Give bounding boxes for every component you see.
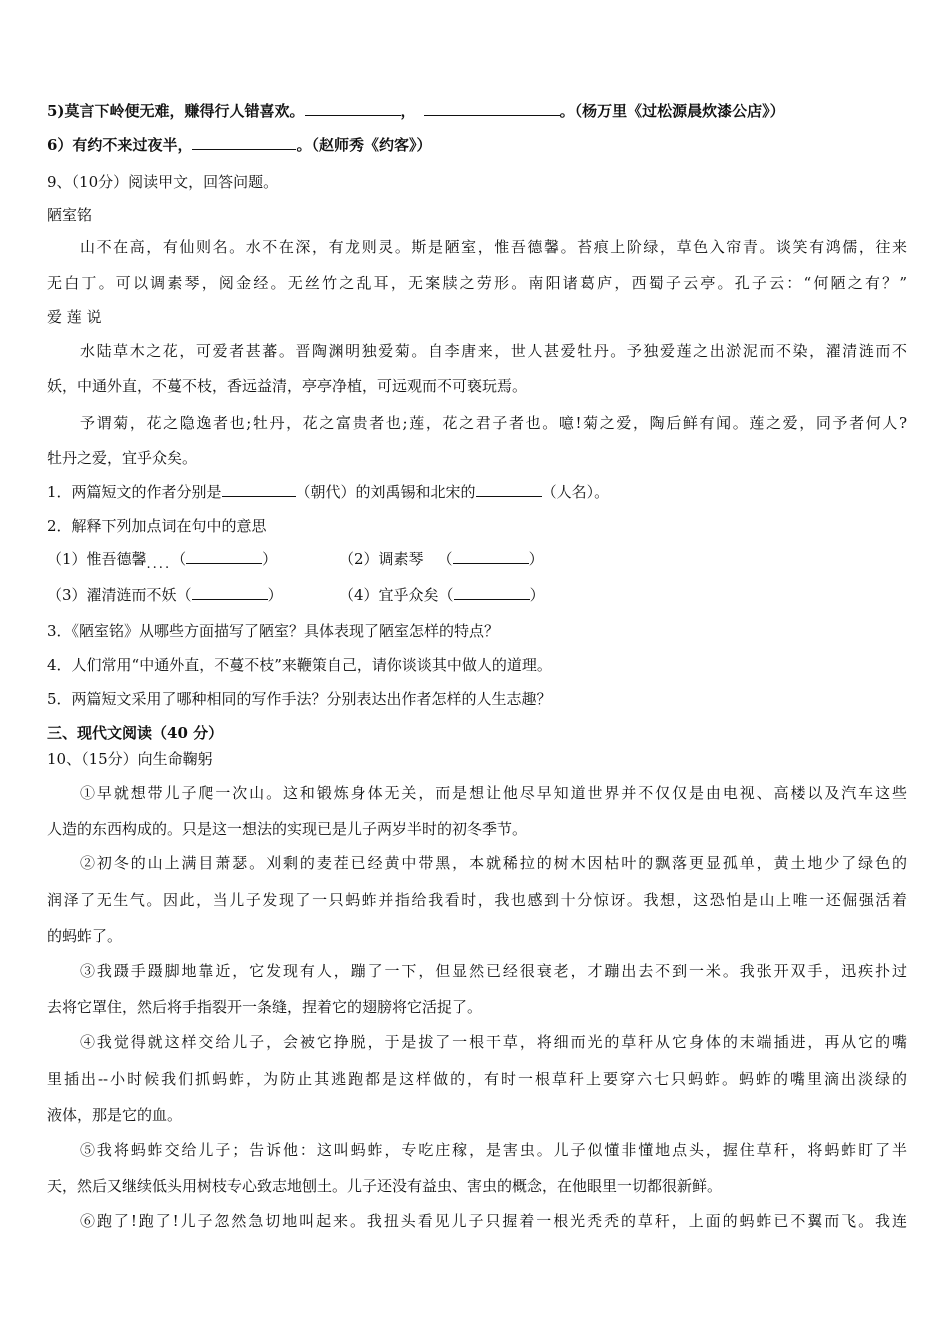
p5-line1: ⑤我将蚂蚱交给儿子；告诉他：这叫蚂蚱，专吃庄稼，是害虫。儿子似懂非懂地点头，握住草秆，将蚂蚱盯了半 (80, 1141, 907, 1159)
q9-text2-line3: 予谓菊，花之隐逸者也;牡丹，花之富贵者也;莲，花之君子者也。噫!菊之爱，陶后鲜有闻。莲之爱，同予者何人? (80, 414, 907, 432)
q9-heading: 9、（10分）阅读甲文，回答问题。 (47, 173, 279, 191)
sub2-item-1: （1）惟吾德馨....（ ） (47, 550, 278, 572)
p6-line1: ⑥跑了!跑了!儿子忽然急切地叫起来。我扭头看见儿子只握着一根光秃秃的草秆，上面的蚂蚱已不翼而飞。我连 (80, 1212, 907, 1230)
sub2-item-4: （4）宜乎众矣（ ） (339, 586, 545, 604)
q5-source: 。（杨万里《过松源晨炊漆公店》） (559, 102, 785, 120)
q9-text1-line1: 山不在高，有仙则名。水不在深，有龙则灵。斯是陋室，惟吾德馨。苔痕上阶绿，草色入帘青。谈笑有鸿儒，往来 (80, 238, 907, 256)
p5-line2: 天，然后又继续低头用树枝专心致志地刨土。儿子还没有益虫、害虫的概念，在他眼里一切都很新鲜。 (47, 1177, 723, 1195)
p2-line2: 润泽了无生气。因此，当儿子发现了一只蚂蚱并指给我看时，我也感到十分惊讶。我想，这恐怕是山上唯一还倔强活着 (47, 891, 907, 909)
q9-sub5: 5．两篇短文采用了哪种相同的写作手法？分别表达出作者怎样的人生志趣？ (47, 690, 552, 708)
sub2-item-3: （3）濯清涟而不妖（ ） (47, 586, 283, 604)
p4-line1: ④我觉得就这样交给儿子，会被它挣脱，于是拔了一根干草，将细而光的草秆从它身体的末端插进，再从它的嘴 (80, 1033, 907, 1051)
q10-heading: 10、（15分）向生命鞠躬 (47, 750, 213, 768)
section3-heading: 三、现代文阅读（40 分） (47, 724, 224, 742)
q5-comma: ， (400, 102, 416, 120)
q9-sub1: 1．两篇短文的作者分别是 （朝代）的刘禹锡和北宋的 （人名）。 (47, 483, 610, 501)
q9-text2-line4: 牡丹之爱，宜乎众矣。 (47, 449, 198, 467)
sub2-blank-4[interactable] (454, 585, 530, 600)
p1-line1: ①早就想带儿子爬一次山。这和锻炼身体无关，而是想让他尽早知道世界并不仅仅是由电视、高楼以及汽车这些 (80, 784, 907, 802)
q6-blank[interactable] (192, 135, 296, 150)
poetry-q6 (47, 135, 907, 155)
q5-blank-2[interactable] (424, 101, 560, 116)
sub2-blank-2[interactable] (453, 549, 529, 564)
sub1-blank-dynasty[interactable] (222, 482, 296, 497)
q9-text2-line1: 水陆草木之花，可爱者甚蕃。晋陶渊明独爱菊。自李唐来，世人甚爱牡丹。予独爱莲之出淤泥而不染，濯清涟而不 (80, 342, 907, 360)
q9-text1-line2: 无白丁。可以调素琴，阅金经。无丝竹之乱耳，无案牍之劳形。南阳诸葛庐，西蜀子云亭。孔子云：“何陋之有？” (47, 274, 907, 292)
q9-title-2: 爱 莲 说 (47, 308, 102, 326)
q5-text: 5)莫言下岭便无难，赚得行人错喜欢。 (47, 102, 305, 120)
poetry-q5 (47, 101, 907, 121)
q9-title-1: 陋室铭 (47, 206, 93, 224)
p3-line2: 去将它罩住，然后将手指裂开一条缝，捏着它的翅膀将它活捉了。 (47, 998, 483, 1016)
p4-line3: 液体，那是它的血。 (47, 1106, 183, 1124)
q6-source: 。（赵师秀《约客》） (296, 136, 432, 154)
q9-sub2: 2．解释下列加点词在句中的意思 (47, 517, 267, 535)
sub2-blank-1[interactable] (186, 549, 262, 564)
p2-line1: ②初冬的山上满目萧瑟。刈剩的麦茬已经黄中带黑，本就稀拉的树木因枯叶的飘落更显孤单，黄土地少了绿色的 (80, 854, 907, 872)
sub2-item-2: （2）调素琴 （ ） (339, 550, 544, 568)
q5-blank-1[interactable] (305, 101, 401, 116)
q9-sub4: 4．人们常用“中通外直，不蔓不枝”来鞭策自己，请你谈谈其中做人的道理。 (47, 656, 552, 674)
q6-text: 6）有约不来过夜半， (47, 136, 193, 154)
q9-sub2-row1 (47, 549, 907, 571)
p1-line2: 人造的东西构成的。只是这一想法的实现已是儿子两岁半时的初冬季节。 (47, 820, 528, 838)
p4-line2: 里插出--小时候我们抓蚂蚱，为防止其逃跑都是这样做的，有时一根草秆上要穿六七只蚂蚱。蚂蚱的嘴里滴出淡绿的 (47, 1070, 907, 1088)
q9-text2-line2: 妖，中通外直，不蔓不枝，香远益清，亭亭净植，可远观而不可亵玩焉。 (47, 377, 528, 395)
p3-line1: ③我蹑手蹑脚地靠近，它发现有人，蹦了一下，但显然已经很衰老，才蹦出去不到一米。我张开双手，迅疾扑过 (80, 962, 907, 980)
sub2-blank-3[interactable] (192, 585, 268, 600)
p2-line3: 的蚂蚱了。 (47, 927, 123, 945)
q9-sub2-row2 (47, 585, 907, 605)
q9-sub3: 3．《陋室铭》从哪些方面描写了陋室？具体表现了陋室怎样的特点？ (47, 622, 500, 640)
sub1-blank-name[interactable] (476, 482, 542, 497)
